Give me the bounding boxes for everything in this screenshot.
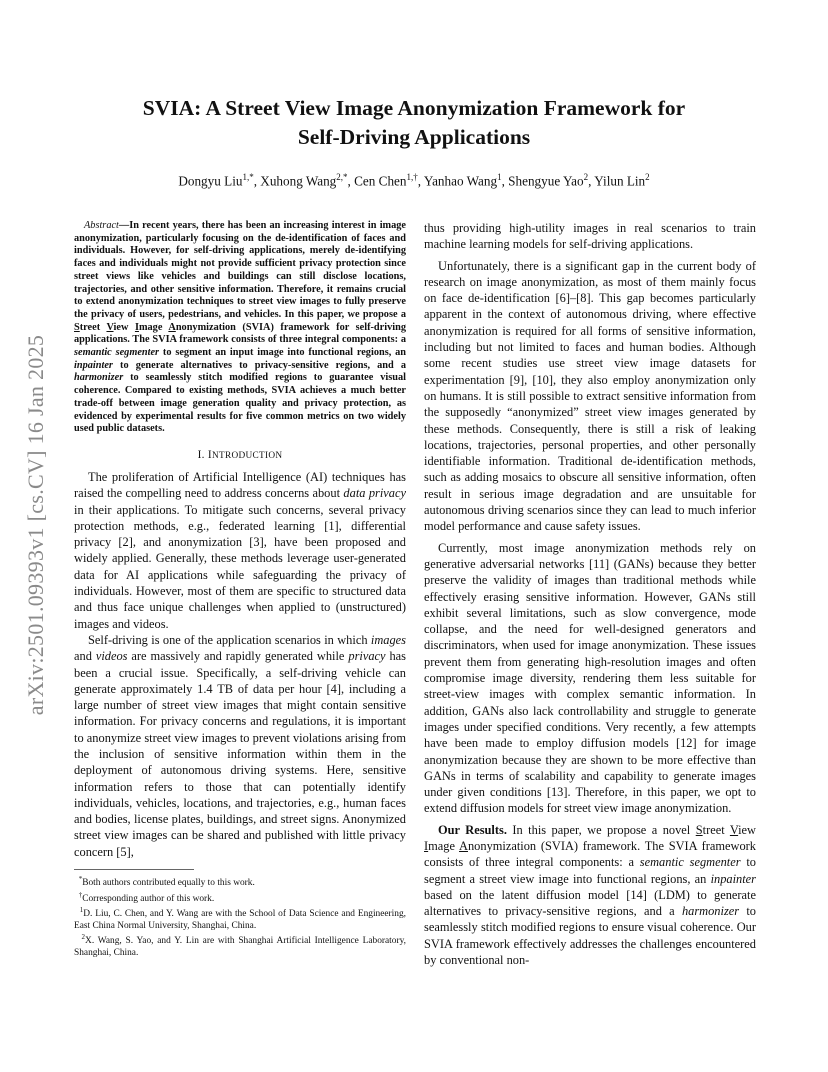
author-name: Dongyu Liu [178, 173, 243, 189]
paragraph-our-results: Our Results. In this paper, we propose a novel Street View Image Anonymization (SVIA) framework. The SVIA framework consists of three integral components: a semantic segmenter to segment a street view image into functional regions, an inpainter based on the latent diffusion model [14] (LDM) to generate alternatives to privacy-sensitive regions, and a harmonizer to seamlessly stitch modified regions to ensure visual coherence. Our SVIA framework effectively addresses the challenges encountered by conventional non- [424, 822, 757, 968]
section-heading-introduction: I. INTRODUCTION [197, 448, 283, 461]
footnote: $^2$X. Wang, S. Yao, and Y. Lin are with Shanghai Artificial Intelligence Laboratory, Shanghai, China. [74, 933, 406, 958]
left-column [74, 220, 406, 959]
author-name: Xuhong Wang [260, 173, 337, 189]
intro-paragraph-2: Self-driving is one of the application scenarios in which images and videos are massively and rapidly generated while privacy has been a crucial issue. Specifically, a self-driving vehicle can generate approximately 1.4 TB of data per hour [4], including a large number of street view images that might contain sensitive information. For privacy concerns and regulations, it is important to anonymize street view images to prevent violations arising from the inclusion of sensitive information within them in the deployment of autonomous driving systems. Here, sensitive information refers to those that can potentially identify individuals, vehicles, locations, and trajectories, e.g., human faces and bodies, license plates, buildings, and street signs. Anonymized street view images can be shared and published with little privacy concern [5], [74, 632, 406, 859]
intro-paragraph-1: The proliferation of Artificial Intelligence (AI) techniques has raised the compelling need to address concerns about data privacy in their applications. To mitigate such concerns, several privacy protection methods, e.g., federated learning [1], differential privacy [2], and anonymization [3], have been proposed and widely applied. Generally, these methods leverage user-generated data for AI applications while safeguarding the privacy of individuals. However, most of them are specific to structured data and thus face unique challenges when applied to (unstructured) images and videos. [74, 469, 407, 631]
title-line-2: Self-Driving Applications [297, 125, 531, 149]
footnote: †Corresponding author of this work. [78, 890, 215, 904]
author-name: Cen Chen [354, 173, 407, 189]
arxiv-identifier: arXiv:2501.09393v1 [cs.CV] 16 Jan 2025 [23, 334, 48, 716]
paragraph-continuation: thus providing high-utility images in real scenarios to train machine learning models for self-driving applications. [424, 221, 756, 252]
author-name: Shengyue Yao [508, 173, 584, 189]
footnote: *Both authors contributed equally to this work. [78, 875, 255, 889]
title-line-1: SVIA: A Street View Image Anonymization Framework for [142, 96, 686, 120]
author-name: Yanhao Wang [423, 173, 498, 189]
author-name: Yilun Lin [594, 173, 646, 189]
footnote: $^1$D. Liu, C. Chen, and Y. Wang are with the School of Data Science and Engineering, East China Normal University, Shanghai, China. [74, 906, 407, 931]
author-list: Dongyu Liu$^{1,*}$, Xuhong Wang$^{2,*}$, Cen Chen$^{1,\dagger}$, Yanhao Wang$^1$, Shengyue Yao$^2$, Yilun Lin$^2$ [178, 172, 650, 189]
paragraph-gans: Currently, most image anonymization methods rely on generative adversarial networks [11] (GANs) because they better preserve the validity of images than traditional methods while effectively erasing sensitive information. However, GANs still exhibit several limitations, such as slow convergence, mode collapse, and the need for well-designed generators and discriminators, when used for image anonymization. These issues prevent them from generating high-resolution images and often compromise image diversity, rendering them less suitable for street-view images with complex semantic information. In addition, GANs also lack controllability and struggle to generate images under specified conditions. Very recently, a few attempts have been made to employ diffusion models [12] for image anonymization because they are shown to be more effective than GANs in terms of scalability and capability to generate images under given conditions [13]. Therefore, in this paper, we opt to extend diffusion models for street view image anonymization. [424, 540, 756, 816]
paragraph-research-gap: Unfortunately, there is a significant gap in the current body of research on image anonymization, as most of them mainly focus on face de-identification [6]–[8]. This gap becomes particularly apparent in the context of autonomous driving, where effective anonymization is required for all forms of sensitive information, including but not limited to faces and human bodies. Although some recent studies use street view image datasets for experimentation [9], [10], they also employ anonymization only on humans. It is still possible to extract sensitive information from the supposedly “anonymized” street view images generated by these methods. Consequently, there is still a risk of leaking locations, trajectories, personal properties, and other personally identifiable information. Traditional de-identification methods, such as adding mosaics to obscure all sensitive information, often result in serious image degradation and are unsuitable for autonomous driving scenarios since they can lead to much inferior model performance and cause safety issues. [424, 258, 756, 534]
paper-title [80, 94, 748, 152]
right-column [424, 220, 756, 968]
footnote-rule [74, 869, 194, 870]
abstract: Abstract—In recent years, there has been an increasing interest in image anonymization, particularly focusing on the de-identification of faces and individuals. However, for self-driving applications, merely de-identifying faces and individuals might not provide sufficient privacy protection since street views like vehicles and buildings can still disclose locations, trajectories, and other sensitive information. Therefore, it remains crucial to extend anonymization techniques to street view images to fully preserve the privacy of users, pedestrians, and vehicles. In this paper, we propose a Street View Image Anonymization (SVIA) framework for self-driving applications. The SVIA framework consists of three integral components: a semantic segmenter to segment an input image into functional regions, an inpainter to generate alternatives to privacy-sensitive regions, and a harmonizer to seamlessly stitch modified regions to guarantee visual coherence. Compared to existing methods, SVIA achieves a much better trade-off between image generation quality and privacy protection, as evidenced by experimental results for five common metrics on two widely used public datasets. [74, 220, 406, 435]
